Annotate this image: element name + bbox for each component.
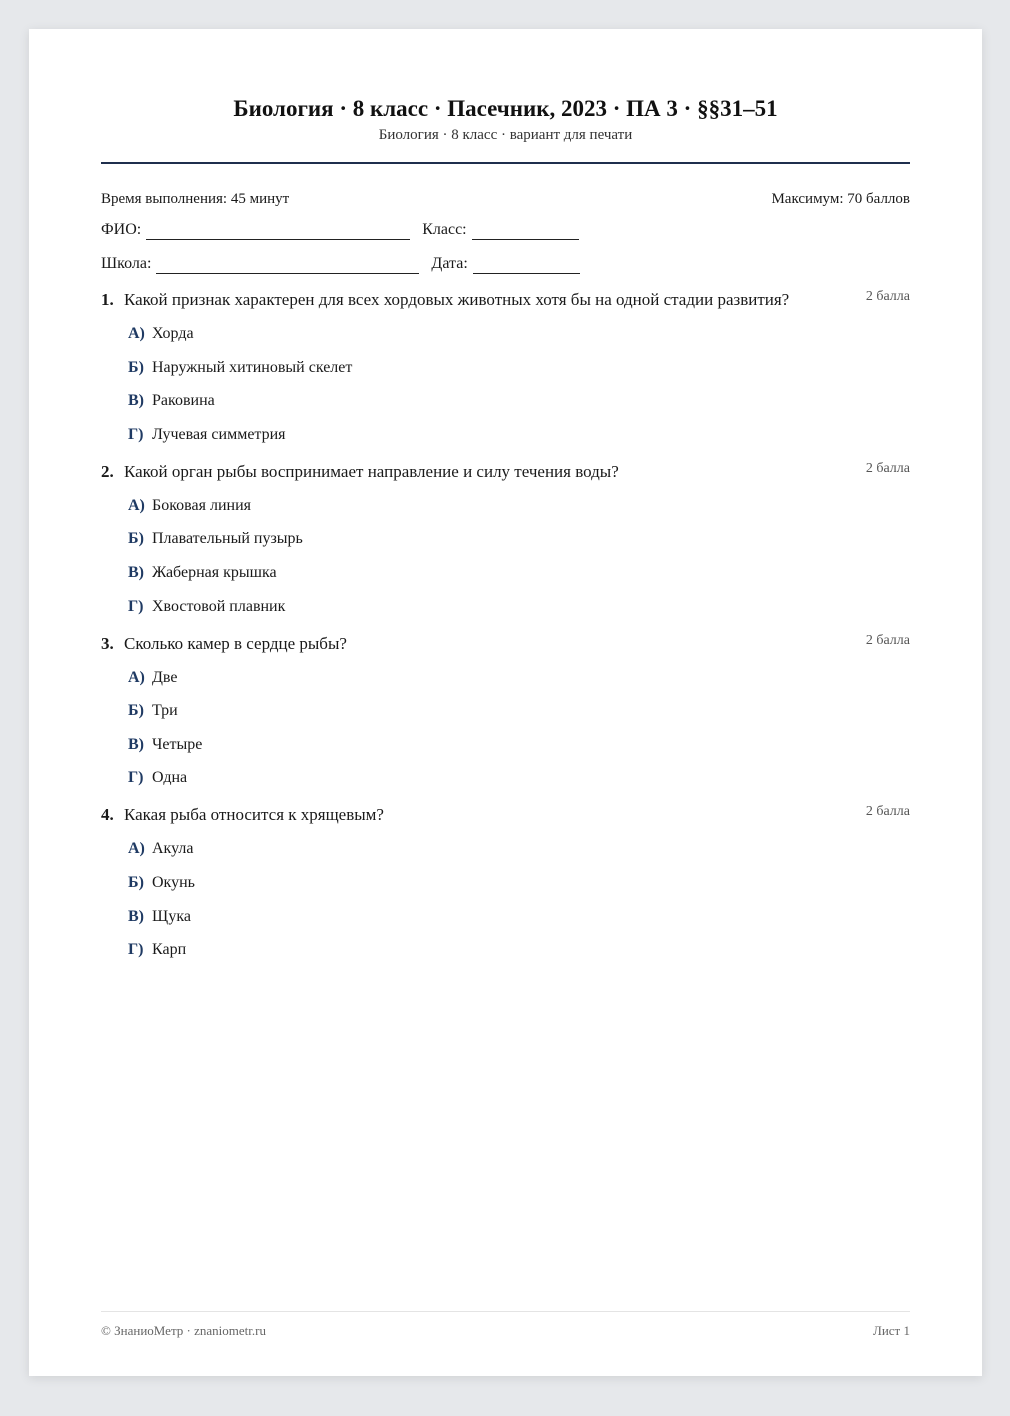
question-1: [101, 289, 910, 445]
answer-options: [101, 668, 910, 789]
option-letter: Б): [128, 530, 144, 548]
time-limit: Время выполнения: 45 минут: [101, 191, 290, 207]
page-footer: [101, 1311, 910, 1339]
school-label: Школа:: [101, 255, 152, 272]
question-text: Какой признак характерен для всех хордовых животных хотя бы на одной стадии развития?: [124, 290, 790, 309]
answer-option[interactable]: [128, 597, 910, 617]
question-4: [101, 804, 910, 960]
option-letter: А): [128, 840, 145, 858]
option-text: Раковина: [152, 392, 215, 410]
question-points: 2 балла: [865, 460, 910, 476]
question-header: [101, 461, 910, 483]
option-text: Одна: [152, 769, 188, 787]
answer-option[interactable]: [128, 529, 910, 549]
page-number: Лист 1: [873, 1323, 910, 1338]
option-letter: В): [128, 907, 144, 925]
field-row-school-date: [101, 254, 910, 274]
question-3: [101, 633, 910, 789]
class-label: Класс:: [422, 221, 467, 238]
question-number: 1.: [101, 290, 114, 309]
answer-option[interactable]: [128, 735, 910, 755]
option-letter: А): [128, 496, 145, 514]
question-points: 2 балла: [865, 632, 910, 648]
question-prompt: [101, 804, 384, 826]
option-letter: Б): [128, 358, 144, 376]
answer-option[interactable]: [128, 358, 910, 378]
option-letter: Г): [128, 597, 144, 615]
option-text: Лучевая симметрия: [152, 425, 286, 443]
option-letter: Б): [128, 873, 144, 891]
date-label: Дата:: [431, 255, 468, 272]
option-letter: А): [128, 668, 145, 686]
footer-copyright: © ЗнаниоМетр · znaniometr.ru: [101, 1323, 266, 1338]
option-letter: Г): [128, 941, 144, 959]
question-points: 2 балла: [865, 804, 910, 820]
question-prompt: [101, 633, 347, 655]
answer-options: [101, 496, 910, 617]
class-blank[interactable]: [472, 224, 579, 240]
option-text: Две: [152, 668, 178, 686]
fio-blank[interactable]: [146, 224, 410, 240]
option-text: Четыре: [152, 735, 203, 753]
answer-option[interactable]: [128, 873, 910, 893]
option-text: Жаберная крышка: [152, 563, 277, 581]
question-prompt: [101, 461, 619, 483]
question-2: [101, 461, 910, 617]
answer-option[interactable]: [128, 496, 910, 516]
question-prompt: [101, 289, 789, 311]
question-number: 4.: [101, 805, 114, 825]
option-letter: В): [128, 563, 144, 581]
worksheet-content: [101, 29, 910, 976]
date-blank[interactable]: [473, 258, 580, 274]
page-title: Биология · 8 класс · Пасечник, 2023 · ПА 3 · §§31–51: [233, 96, 778, 121]
meta-row: [101, 189, 910, 209]
option-letter: Г): [128, 425, 144, 443]
field-row-fio-class: [101, 220, 910, 240]
question-number: 2.: [101, 461, 114, 481]
header-divider: [101, 162, 910, 164]
question-number: 3.: [101, 633, 114, 653]
option-text: Хвостовой плавник: [152, 597, 286, 615]
answer-option[interactable]: [128, 907, 910, 927]
worksheet-header: [101, 29, 910, 164]
question-list: [101, 289, 910, 960]
answer-options: [101, 324, 910, 445]
option-text: Плавательный пузырь: [152, 530, 303, 548]
answer-option[interactable]: [128, 563, 910, 583]
fio-label: ФИО:: [101, 221, 142, 238]
question-header: [101, 633, 910, 655]
option-text: Окунь: [152, 873, 195, 891]
answer-option[interactable]: [128, 668, 910, 688]
answer-options: [101, 839, 910, 960]
answer-option[interactable]: [128, 768, 910, 788]
question-text: Какой орган рыбы воспринимает направление и силу течения воды?: [124, 461, 619, 481]
option-letter: Г): [128, 769, 144, 787]
option-text: Щука: [152, 907, 191, 925]
student-fields: [101, 220, 910, 274]
option-text: Три: [152, 702, 178, 720]
answer-option[interactable]: [128, 940, 910, 960]
question-header: [101, 289, 910, 311]
answer-option[interactable]: [128, 391, 910, 411]
page-subtitle: Биология · 8 класс · вариант для печати: [378, 127, 633, 143]
option-letter: Б): [128, 702, 144, 720]
answer-option[interactable]: [128, 324, 910, 344]
question-text: Сколько камер в сердце рыбы?: [124, 633, 347, 653]
option-text: Наружный хитиновый скелет: [152, 358, 353, 376]
answer-option[interactable]: [128, 701, 910, 721]
option-letter: А): [128, 325, 145, 342]
option-text: Карп: [152, 941, 187, 959]
question-header: [101, 804, 910, 826]
max-score: Максимум: 70 баллов: [771, 191, 910, 207]
question-points: 2 балла: [865, 289, 910, 304]
option-text: Хорда: [152, 325, 194, 342]
option-letter: В): [128, 392, 144, 410]
question-text: Какая рыба относится к хрящевым?: [124, 805, 384, 825]
option-text: Акула: [152, 840, 194, 858]
worksheet-page: [29, 29, 982, 1376]
answer-option[interactable]: [128, 425, 910, 445]
school-blank[interactable]: [156, 258, 419, 274]
option-letter: В): [128, 735, 144, 753]
answer-option[interactable]: [128, 839, 910, 859]
option-text: Боковая линия: [152, 496, 251, 514]
